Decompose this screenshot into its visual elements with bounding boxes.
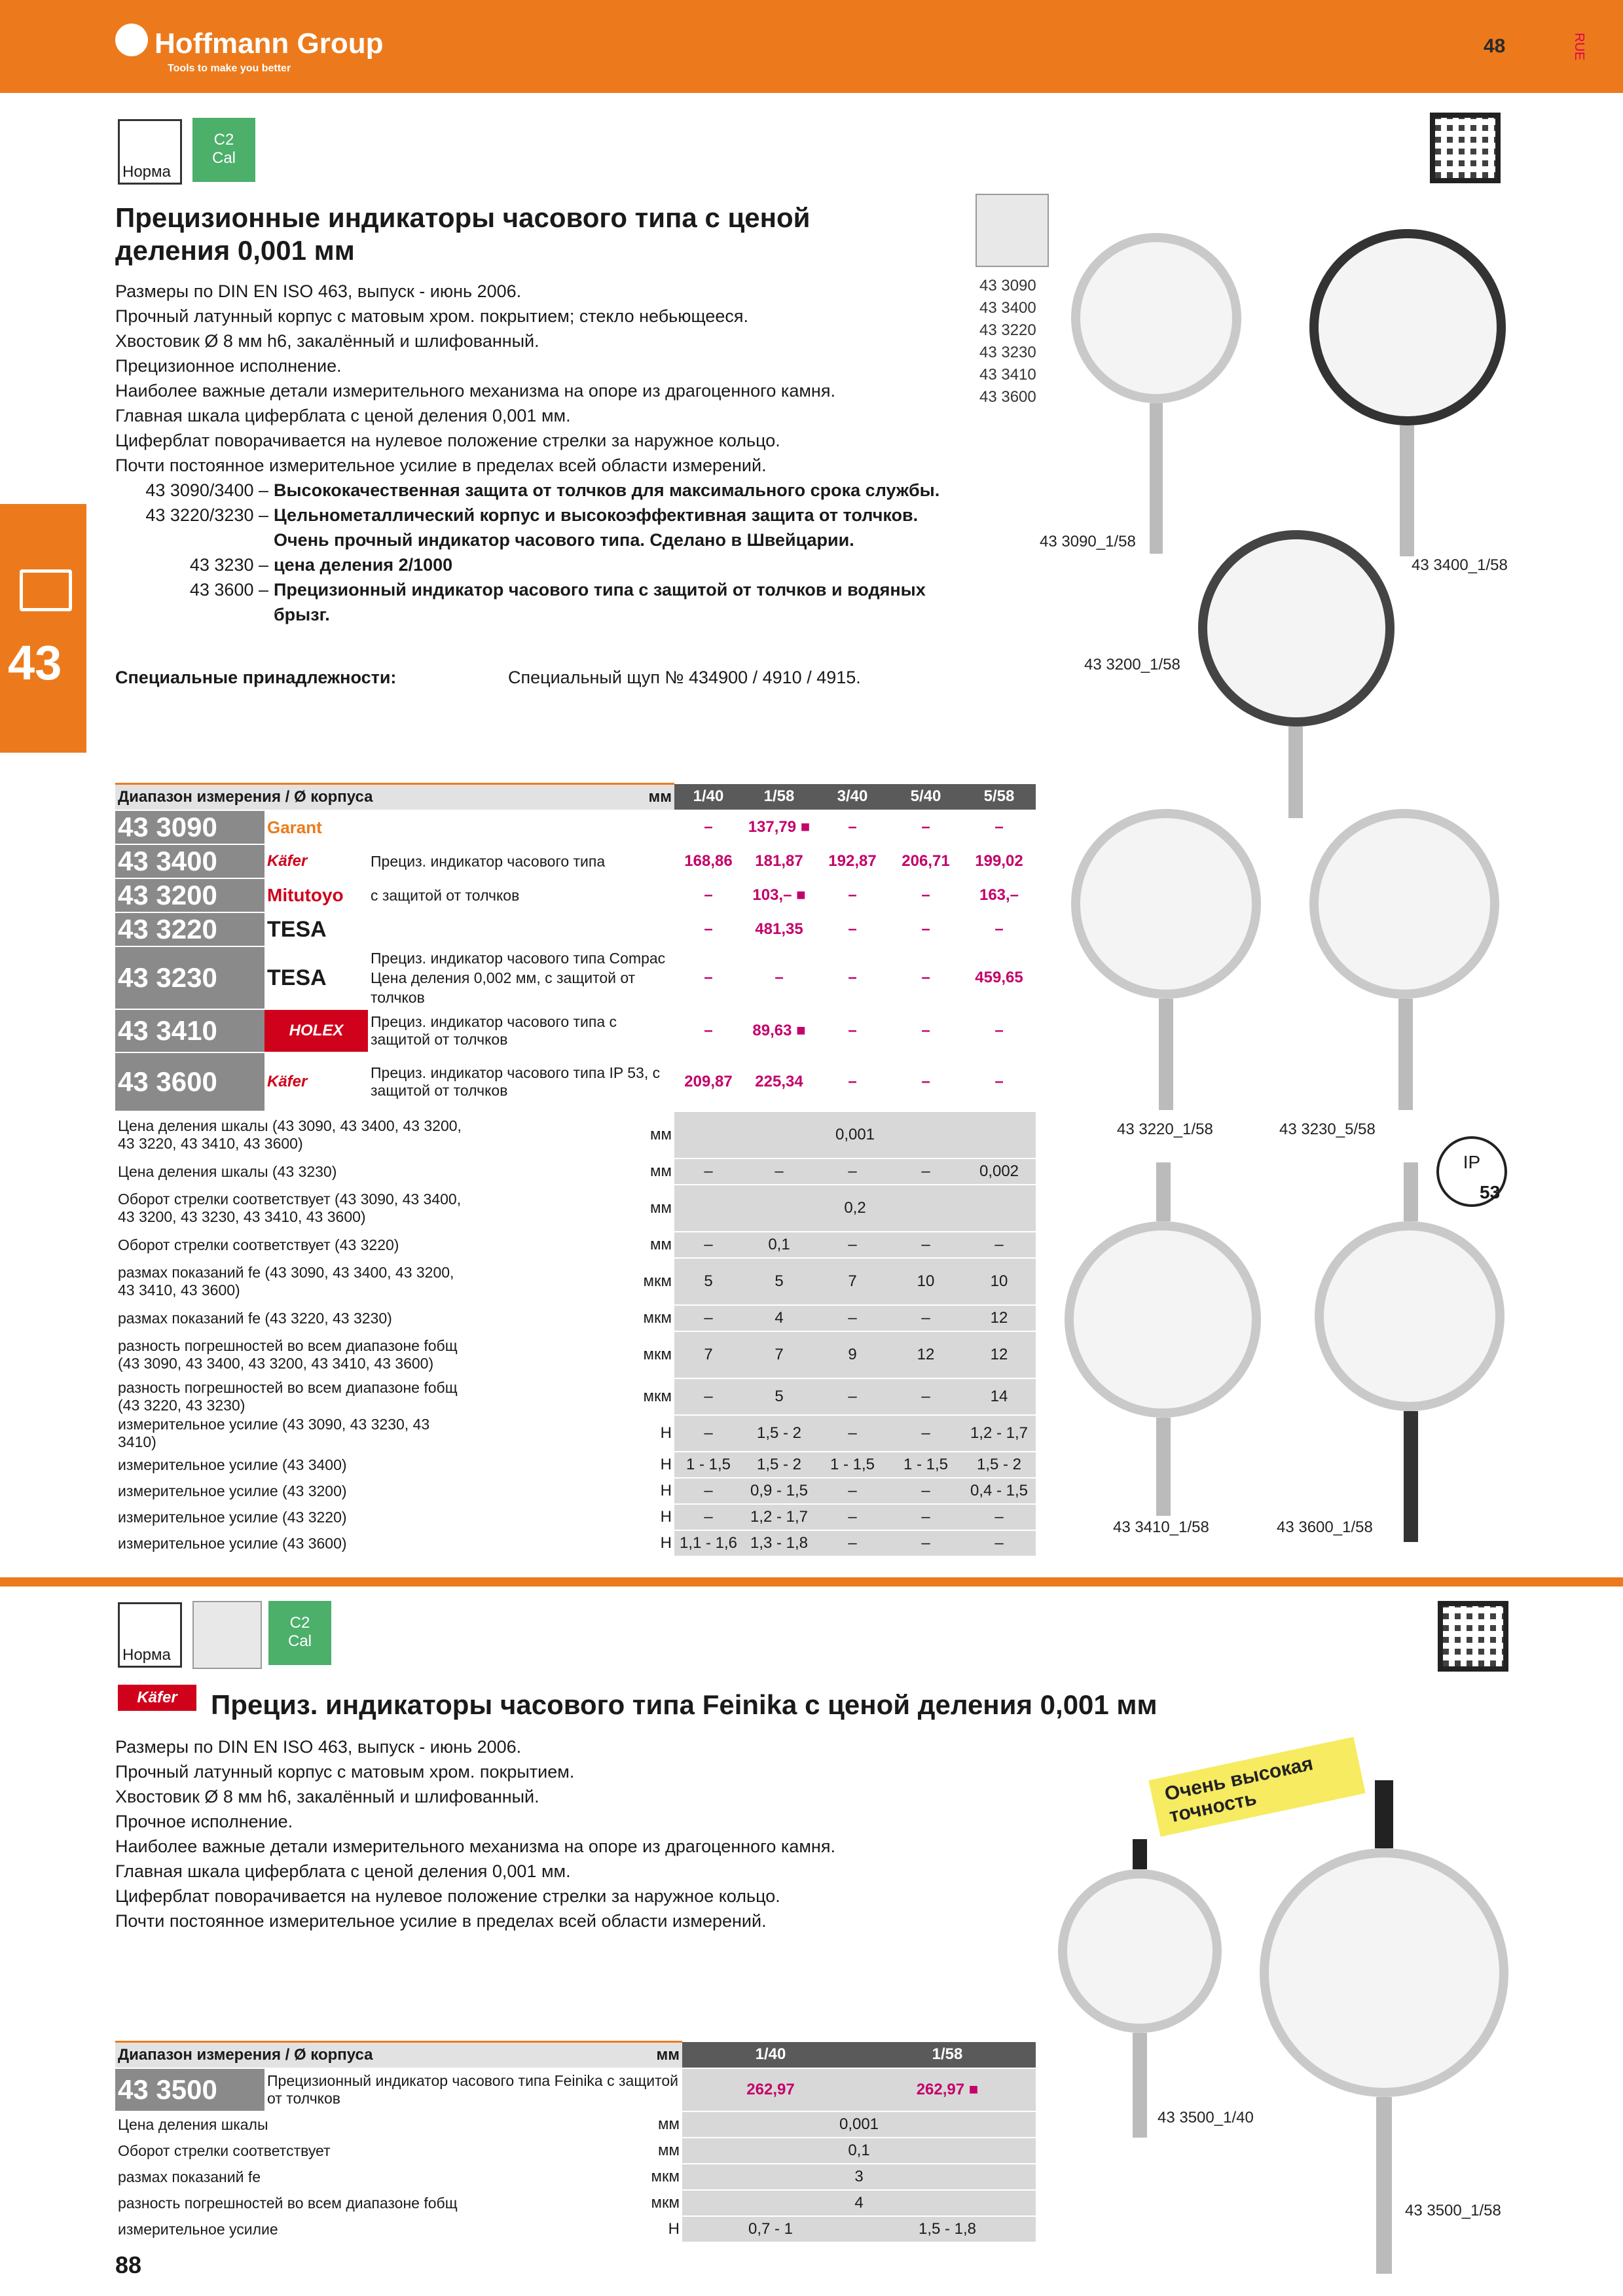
spec-value: – [674,1158,742,1185]
spec-value: 0,4 - 1,5 [962,1478,1036,1504]
cal-label: Cal [211,149,236,167]
spec-value: 1 - 1,5 [889,1452,962,1478]
spec-label: измерительное усилие (43 3200) [115,1478,466,1504]
spec-value: – [674,1415,742,1452]
spec-label: разность погрешностей во всем диапазоне fобщ (43 3090, 43 3400, 43 3200, 43 3410, 43 3600) [115,1331,466,1378]
price-cell: – [889,946,962,1009]
price-cell: – [816,1052,889,1111]
spec-value: 1,5 - 1,8 [859,2216,1036,2242]
spec-value: 0,2 [674,1185,1036,1232]
spec-value: – [674,1305,742,1331]
spec-label: Цена деления шкалы (43 3230) [115,1158,466,1185]
calibration-icon [192,118,255,182]
spec-value: 0,1 [742,1232,816,1258]
spec-value: 1,1 - 1,6 [674,1530,742,1556]
price-cell: – [816,912,889,946]
spec-label: разность погрешностей во всем диапазоне fобщ (43 3220, 43 3230) [115,1378,466,1415]
product-desc: Прециз. индикатор часового типа с защитой от толчков [368,1009,674,1052]
spec-unit: Н [617,2216,682,2242]
spec-value: – [816,1305,889,1331]
note-text: цена деления 2/1000 [274,555,453,575]
spec-value: – [674,1232,742,1258]
column-header: 1/40 [682,2042,859,2069]
ip-value: 53 [1480,1182,1501,1202]
section1-title: Прецизионные индикаторы часового типа с ценой деления 0,001 мм [115,202,811,266]
spec-value: 7 [674,1331,742,1378]
note-text: Прецизионный индикатор часового типа с защитой от толчков и водяных брызг. [274,580,926,624]
spec-value: – [674,1478,742,1504]
spec-value: – [816,1478,889,1504]
spec-value: 0,001 [682,2111,1036,2138]
case-article: 43 3600 [979,388,1036,406]
dial-gauge-image [1315,1221,1504,1411]
spec-row [115,1530,1036,1556]
spec-row [115,1378,1036,1415]
price-cell: 481,35 [742,912,816,946]
gauge-stem [1159,999,1173,1110]
spec-unit: мм [617,2111,682,2138]
column-header: 5/58 [962,784,1036,811]
desc-line: Наиболее важные детали измерительного механизма на опоре из драгоценного камня. [115,381,835,401]
article-number: 43 3220 [115,912,264,946]
spec-value: – [816,1232,889,1258]
spec-unit: мм [617,2138,682,2164]
spec-value: 5 [742,1258,816,1305]
article-number: 43 3500 [115,2068,264,2111]
spec-row [115,1452,1036,1478]
article-number: 43 3090 [115,810,264,844]
spec-value: 4 [742,1305,816,1331]
case-article: 43 3410 [979,366,1036,384]
spec-unit: Н [466,1530,674,1556]
spec-label: разность погрешностей во всем диапазоне fобщ [115,2190,617,2216]
spec-value: 3 [682,2164,1036,2190]
dial-gauge-image [1198,530,1395,726]
desc-line: Прочный латунный корпус с матовым хром. покрытием. [115,1762,575,1782]
spec-row [115,2164,1036,2190]
spec-label: измерительное усилие (43 3090, 43 3230, 43 3410) [115,1415,466,1452]
article-number: 43 3600 [115,1052,264,1111]
spec-value: 1,2 - 1,7 [962,1415,1036,1452]
note-ref: 43 3230 – [189,555,268,575]
precision-badge: Очень высокая точность [1148,1737,1365,1837]
footer-page-number: 88 [115,2251,142,2278]
spec-label: Оборот стрелки соответствует (43 3090, 43 3400, 43 3200, 43 3230, 43 3410, 43 3600) [115,1185,466,1232]
spec-label: размах показаний fe (43 3220, 43 3230) [115,1305,466,1331]
spec-value: 7 [816,1258,889,1305]
spec-value: 1,5 - 2 [962,1452,1036,1478]
dial-gauge-image [1065,1221,1261,1418]
spec-value: 0,9 - 1,5 [742,1478,816,1504]
spec-row [115,1331,1036,1378]
product-desc: Прециз. индикатор часового типа IP 53, с защитой от толчков [368,1052,674,1111]
spec-label: Оборот стрелки соответствует (43 3220) [115,1232,466,1258]
table-row [115,1009,1036,1052]
spec-unit: мм [466,1185,674,1232]
product-desc: Прециз. индикатор часового типа [368,844,674,878]
spec-value: 14 [962,1378,1036,1415]
spec-unit: Н [466,1452,674,1478]
spec-value: – [889,1305,962,1331]
image-caption: 43 3500_1/58 [1405,2202,1501,2219]
spec-value: – [889,1415,962,1452]
dial-gauge-image [1058,1869,1222,2033]
desc-line: Главная шкала циферблата с ценой деления 0,001 мм. [115,1861,571,1881]
price-cell: – [889,1052,962,1111]
spec-value: 12 [889,1331,962,1378]
cal-label: Cal [287,1632,312,1650]
product-desc [368,912,674,946]
spec-value: – [889,1378,962,1415]
note-ref: 43 3090/3400 – [145,480,268,500]
image-caption: 43 3500_1/40 [1158,2109,1254,2126]
spec-value: 1,5 - 2 [742,1452,816,1478]
spec-value: – [816,1415,889,1452]
spec-value: – [674,1378,742,1415]
language-code: RUE [1572,33,1586,61]
image-caption: 43 3600_1/58 [1277,1518,1373,1536]
spec-value: 5 [674,1258,742,1305]
image-caption: 43 3410_1/58 [1113,1518,1209,1536]
spec-value: – [889,1232,962,1258]
gauge-stem [1404,1162,1418,1221]
spec-label: измерительное усилие (43 3400) [115,1452,466,1478]
spec-value: – [742,1158,816,1185]
c2-label: C2 [289,1614,310,1632]
spec-label: измерительное усилие (43 3220) [115,1504,466,1530]
spec-value: – [816,1378,889,1415]
dial-gauge-image [1260,1848,1508,2097]
range-header-label: Диапазон измерения / Ø корпуса [115,2042,617,2069]
price-cell: – [889,912,962,946]
desc-line: Наиболее важные детали измерительного механизма на опоре из драгоценного камня. [115,1837,835,1856]
brand-logo: TESA [264,912,368,946]
note-ref: 43 3600 – [189,580,268,600]
spec-row [115,2190,1036,2216]
spec-label: измерительное усилие (43 3600) [115,1530,466,1556]
case-article: 43 3230 [979,344,1036,361]
price-cell: – [674,912,742,946]
section2-title: Прециз. индикаторы часового типа Feinika с ценой деления 0,001 мм [211,1689,1158,1720]
spec-value: 0,002 [962,1158,1036,1185]
spec-label: Цена деления шкалы (43 3090, 43 3400, 43 3200, 43 3220, 43 3410, 43 3600) [115,1111,466,1158]
spec-value: 1,5 - 2 [742,1415,816,1452]
brand-tagline: Tools to make you better [168,63,291,74]
spec-value: – [889,1478,962,1504]
table-row [115,1052,1036,1111]
product-table-1 [115,783,1036,1557]
spec-unit: мм [466,1232,674,1258]
spec-row [115,1478,1036,1504]
norma-icon [118,119,182,185]
gauge-stem [1156,1418,1171,1516]
image-caption: 43 3090_1/58 [1040,533,1136,550]
chapter-side-tab [0,504,86,753]
case-article-list [979,275,1036,408]
price-cell: 225,34 [742,1052,816,1111]
spec-value: 5 [742,1378,816,1415]
brand-logo: Käfer [264,844,368,878]
spec-value: 7 [742,1331,816,1378]
brand-logo: HOLEX [264,1009,368,1052]
table-row [115,912,1036,946]
desc-line: Хвостовик Ø 8 мм h6, закалённый и шлифованный. [115,331,539,351]
table-row [115,878,1036,912]
price-cell: – [889,1009,962,1052]
page-number: 48 [1484,35,1506,57]
price-cell: 181,87 [742,844,816,878]
note-text: Цельнометаллический корпус и высокоэффективная защита от толчков. Очень прочный индикатор часового типа. Сделано в Швейцарии. [274,505,919,550]
spec-row [115,1111,1036,1158]
spec-row [115,2111,1036,2138]
brand-logo: Mitutoyo [264,878,368,912]
table-row [115,810,1036,844]
spec-unit: мкм [466,1331,674,1378]
range-header-unit: мм [617,2042,682,2069]
dial-gauge-image [1071,809,1261,999]
spec-value: 1,3 - 1,8 [742,1530,816,1556]
price-cell: 199,02 [962,844,1036,878]
spec-value: – [889,1530,962,1556]
spec-row [115,1158,1036,1185]
product-desc: Прециз. индикатор часового типа Compac Цена деления 0,002 мм, с защитой от толчков [368,946,674,1009]
spec-value: 0,1 [682,2138,1036,2164]
desc-line: Почти постоянное измерительное усилие в пределах всей области измерений. [115,1911,767,1931]
price-cell: – [742,946,816,1009]
spec-row [115,1258,1036,1305]
price-cell: 192,87 [816,844,889,878]
image-caption: 43 3400_1/58 [1412,556,1508,574]
spec-unit: мкм [466,1305,674,1331]
gauge-stem [1398,999,1413,1110]
image-caption: 43 3200_1/58 [1084,656,1180,673]
spec-value: – [674,1504,742,1530]
spec-unit: Н [466,1478,674,1504]
column-header: 1/58 [859,2042,1036,2069]
section-divider [0,1577,1623,1587]
product-desc: с защитой от толчков [368,878,674,912]
gauge-stem [1288,726,1303,818]
brand-logo: Käfer [264,1052,368,1111]
article-number: 43 3400 [115,844,264,878]
image-caption: 43 3220_1/58 [1117,1121,1213,1138]
spec-value: – [962,1530,1036,1556]
spec-row [115,1305,1036,1331]
price-cell: – [962,1052,1036,1111]
spec-label: измерительное усилие [115,2216,617,2242]
spec-value: – [816,1158,889,1185]
spec-unit: мм [466,1158,674,1185]
range-header-unit: мм [466,784,674,811]
price-cell: – [889,878,962,912]
accessories-row [115,665,986,690]
spec-unit: Н [466,1504,674,1530]
spec-label: Цена деления шкалы [115,2111,617,2138]
case-article: 43 3400 [979,299,1036,317]
product-desc [368,810,674,844]
brand-logo: Garant [264,810,368,844]
gauge-stem [1156,1162,1171,1221]
price-cell: – [816,878,889,912]
spec-label: размах показаний fe [115,2164,617,2190]
spec-value: 4 [682,2190,1036,2216]
desc-line: Прочный латунный корпус с матовым хром. покрытием; стекло небьющееся. [115,306,749,326]
dial-gauge-image [1309,809,1499,999]
desc-line: Размеры по DIN EN ISO 463, выпуск - июнь 2006. [115,1737,522,1757]
gauge-stem [1133,1839,1147,1869]
price-cell: – [674,878,742,912]
spec-unit: мм [466,1111,674,1158]
gauge-stem [1400,425,1414,556]
case-icon [976,194,1049,267]
spec-value: 12 [962,1305,1036,1331]
spec-unit: мкм [617,2190,682,2216]
price-cell: 459,65 [962,946,1036,1009]
spec-unit: Н [466,1415,674,1452]
dial-gauge-image [1071,233,1241,403]
table-row [115,844,1036,878]
desc-line: Прочное исполнение. [115,1812,293,1831]
desc-line: Циферблат поворачивается на нулевое положение стрелки за наружное кольцо. [115,431,780,450]
brand-logo: TESA [264,946,368,1009]
price-cell: – [674,946,742,1009]
price-cell: – [816,810,889,844]
spec-unit: мкм [466,1258,674,1305]
column-header: 3/40 [816,784,889,811]
price-cell: 262,97 [682,2068,859,2111]
spec-value: – [816,1530,889,1556]
spec-row [115,1415,1036,1452]
price-cell: 262,97 ■ [859,2068,1036,2111]
price-cell: – [816,946,889,1009]
spec-value: – [962,1232,1036,1258]
accessories-value: Специальный щуп № 434900 / 4910 / 4915. [508,668,861,687]
desc-line: Главная шкала циферблата с ценой деления 0,001 мм. [115,406,571,425]
spec-row [115,1185,1036,1232]
spec-value: 0,001 [674,1111,1036,1158]
price-cell: – [816,1009,889,1052]
product-desc: Прецизионный индикатор часового типа Feinika с защитой от толчков [264,2068,682,2111]
gauge-stem [1375,1780,1393,1848]
product-table-2 [115,2041,1036,2243]
qr-code-icon[interactable] [1430,113,1501,183]
spec-value: – [816,1504,889,1530]
note-ref: 43 3220/3230 – [145,505,268,525]
image-caption: 43 3230_5/58 [1279,1121,1376,1138]
price-cell: 163,– [962,878,1036,912]
price-cell: – [962,1009,1036,1052]
price-cell: 206,71 [889,844,962,878]
spec-value: – [962,1504,1036,1530]
article-number: 43 3200 [115,878,264,912]
column-header: 5/40 [889,784,962,811]
norma-icon [118,1602,182,1668]
spec-value: 1 - 1,5 [674,1452,742,1478]
section2-description [115,1734,986,1933]
calibration-icon [268,1601,331,1665]
price-cell: 168,86 [674,844,742,878]
price-cell: 137,79 ■ [742,810,816,844]
ip-label: IP [1463,1152,1481,1172]
article-number: 43 3410 [115,1009,264,1052]
spec-value: 10 [889,1258,962,1305]
article-number: 43 3230 [115,946,264,1009]
table-row [115,946,1036,1009]
qr-code-icon[interactable] [1438,1601,1508,1672]
spec-label: размах показаний fe (43 3090, 43 3400, 43 3200, 43 3410, 43 3600) [115,1258,466,1305]
desc-line: Хвостовик Ø 8 мм h6, закалённый и шлифованный. [115,1787,539,1806]
desc-line: Размеры по DIN EN ISO 463, выпуск - июнь 2006. [115,281,522,301]
spec-row [115,1232,1036,1258]
price-cell: – [674,1009,742,1052]
price-cell: – [889,810,962,844]
range-header-label: Диапазон измерения / Ø корпуса [115,784,466,811]
spec-row [115,2216,1036,2242]
accessories-label: Специальные принадлежности: [115,668,397,687]
brand-logo-icon [115,24,148,56]
kafer-brand-logo: Käfer [118,1685,196,1711]
price-cell: 209,87 [674,1052,742,1111]
desc-line: Циферблат поворачивается на нулевое положение стрелки за наружное кольцо. [115,1886,780,1906]
gauge-stem [1404,1411,1418,1542]
spec-unit: мкм [617,2164,682,2190]
gauge-stem [1133,2033,1147,2138]
spec-value: – [889,1504,962,1530]
spec-value: – [889,1158,962,1185]
gauge-stem [1376,2097,1392,2274]
spec-label: Оборот стрелки соответствует [115,2138,617,2164]
price-cell: – [962,810,1036,844]
spec-value: 12 [962,1331,1036,1378]
norma-label: Норма [122,163,171,181]
section1-description [115,279,986,478]
c2-label: C2 [213,131,234,149]
price-cell: 103,– ■ [742,878,816,912]
case-article: 43 3090 [979,277,1036,295]
spec-value: 1,2 - 1,7 [742,1504,816,1530]
dial-gauge-image [1309,229,1506,425]
column-header: 1/58 [742,784,816,811]
price-cell: 89,63 ■ [742,1009,816,1052]
column-header: 1/40 [674,784,742,811]
spec-row [115,2138,1036,2164]
caliper-icon [20,569,72,611]
norma-label: Норма [122,1646,171,1664]
gauge-stem [1150,403,1163,554]
case-icon [192,1601,262,1669]
desc-line: Прецизионное исполнение. [115,356,342,376]
spec-row [115,1504,1036,1530]
chapter-number: 43 [8,636,62,690]
brand-logo-text: Hoffmann Group [155,27,384,60]
price-cell: – [674,810,742,844]
spec-value: 1 - 1,5 [816,1452,889,1478]
section1-notes [115,478,986,627]
desc-line: Почти постоянное измерительное усилие в пределах всей области измерений. [115,456,767,475]
spec-value: 0,7 - 1 [682,2216,859,2242]
price-cell: – [962,912,1036,946]
case-article: 43 3220 [979,321,1036,339]
spec-value: 9 [816,1331,889,1378]
note-text: Высококачественная защита от толчков для максимального срока службы. [274,480,940,500]
table-row [115,2068,1036,2111]
spec-value: 10 [962,1258,1036,1305]
spec-unit: мкм [466,1378,674,1415]
